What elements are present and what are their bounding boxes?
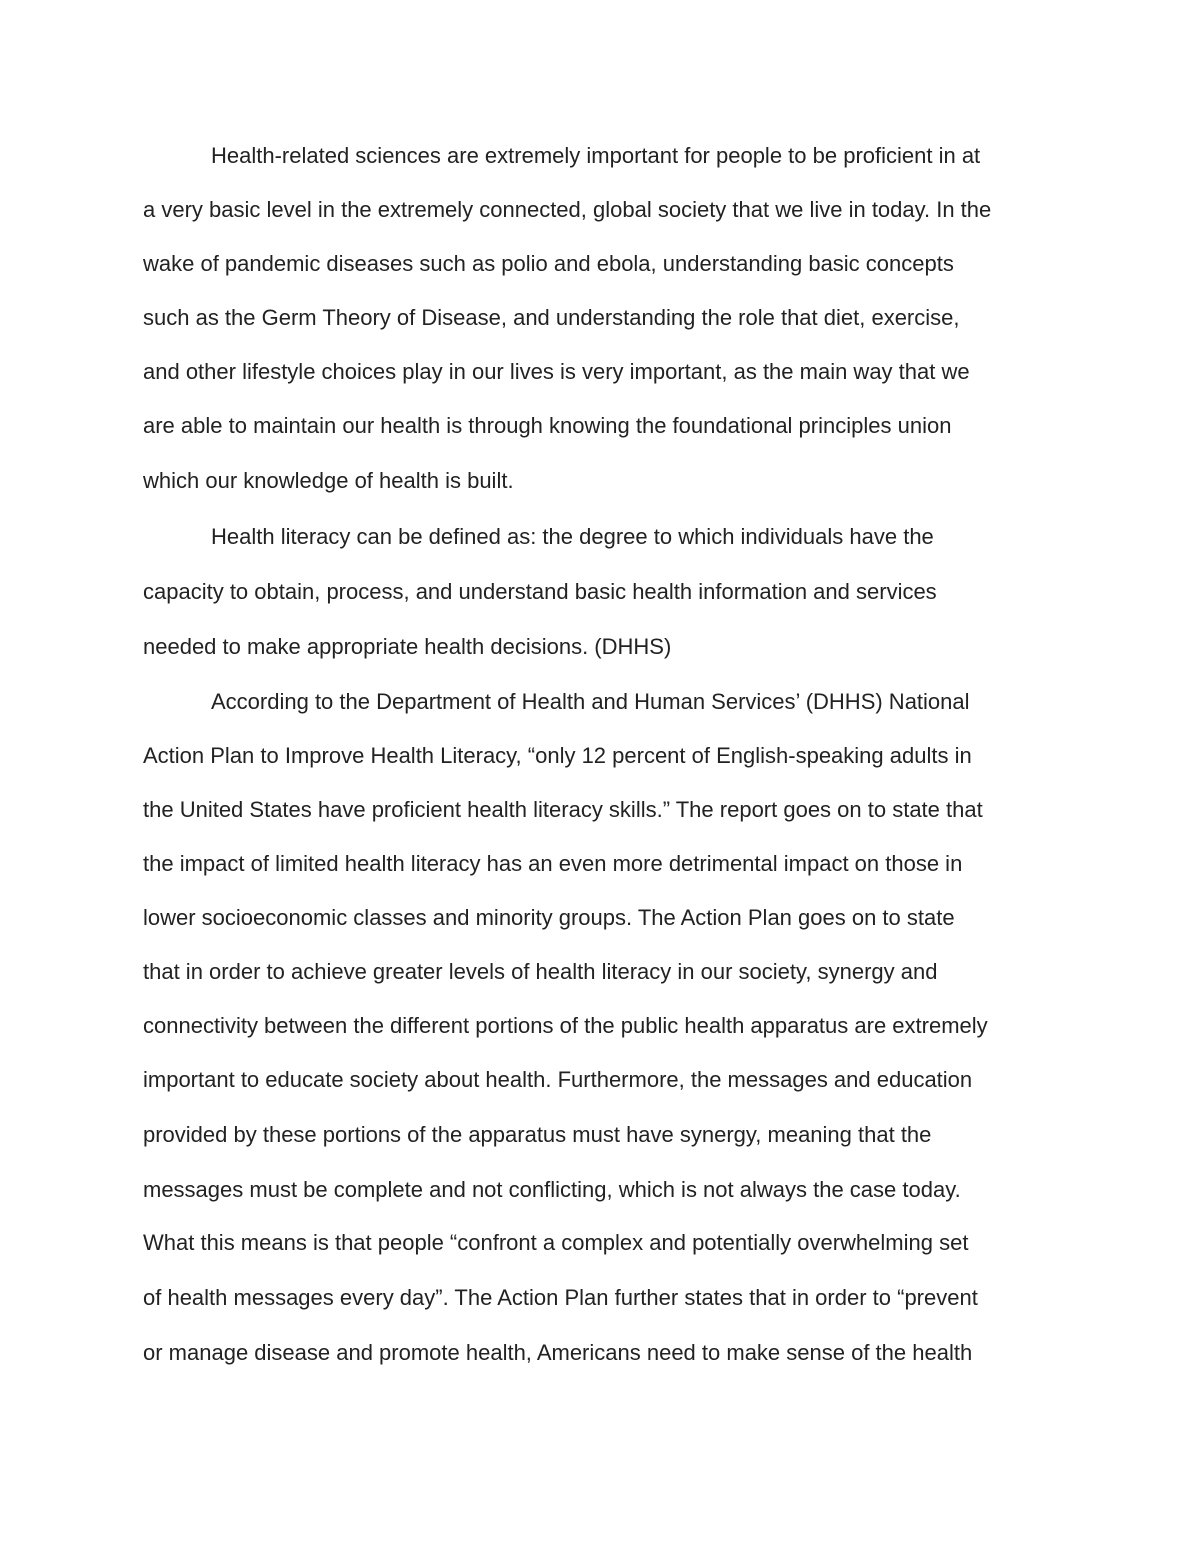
text-line: According to the Department of Health and Human Services’ (DHHS) National <box>211 689 970 714</box>
text-line: which our knowledge of health is built. <box>143 468 514 493</box>
text-line: provided by these portions of the apparatus must have synergy, meaning that the <box>143 1122 932 1147</box>
text-line: of health messages every day”. The Action Plan further states that in order to “prevent <box>143 1285 978 1310</box>
text-line: What this means is that people “confront a complex and potentially overwhelming set <box>143 1230 969 1255</box>
text-line: Health-related sciences are extremely important for people to be proficient in at <box>211 143 981 168</box>
text-line: wake of pandemic diseases such as polio and ebola, understanding basic concepts <box>143 251 954 276</box>
text-line: such as the Germ Theory of Disease, and understanding the role that diet, exercise, <box>143 305 960 330</box>
text-line: the United States have proficient health literacy skills.” The report goes on to state that <box>143 797 983 822</box>
text-line: that in order to achieve greater levels of health literacy in our society, synergy and <box>143 959 938 984</box>
text-line: messages must be complete and not conflicting, which is not always the case today. <box>143 1177 961 1202</box>
text-line: a very basic level in the extremely connected, global society that we live in today. In the <box>143 197 992 222</box>
text-line: are able to maintain our health is through knowing the foundational principles union <box>143 413 952 438</box>
text-line: capacity to obtain, process, and understand basic health information and services <box>143 579 937 604</box>
text-line: important to educate society about health. Furthermore, the messages and education <box>143 1067 973 1092</box>
text-line: lower socioeconomic classes and minority groups. The Action Plan goes on to state <box>143 905 955 930</box>
text-line: needed to make appropriate health decisions. (DHHS) <box>143 634 672 659</box>
text-line: the impact of limited health literacy has an even more detrimental impact on those in <box>143 851 963 876</box>
text-line: and other lifestyle choices play in our lives is very important, as the main way that we <box>143 359 970 384</box>
text-line: Health literacy can be defined as: the degree to which individuals have the <box>211 524 934 549</box>
text-line: connectivity between the different portions of the public health apparatus are extremely <box>143 1013 988 1038</box>
text-line: or manage disease and promote health, Americans need to make sense of the health <box>143 1340 973 1365</box>
text-line: Action Plan to Improve Health Literacy, “only 12 percent of English-speaking adults in <box>143 743 972 768</box>
